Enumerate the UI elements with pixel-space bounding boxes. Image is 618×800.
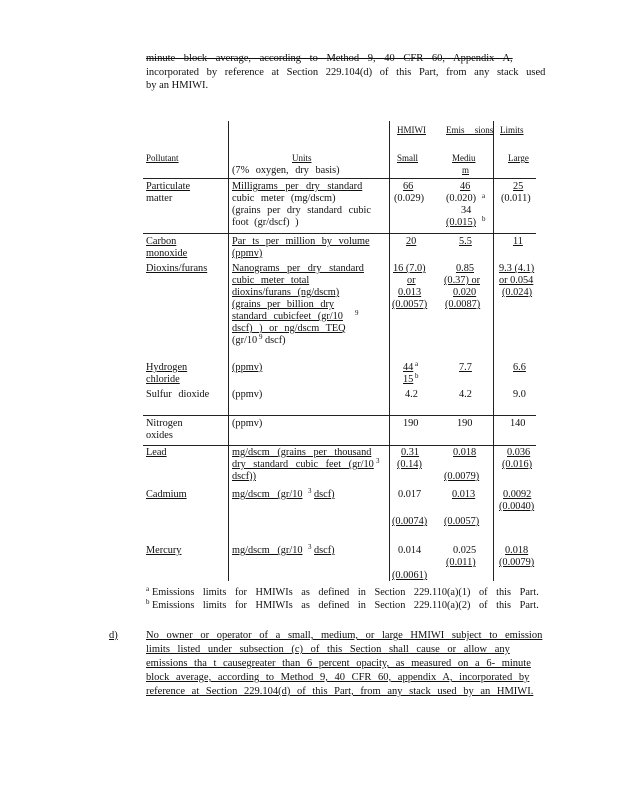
header-units: Units — [292, 153, 312, 163]
dioxins-large-3: (0.024) — [502, 287, 533, 298]
pm-small-2: (0.029) — [394, 193, 425, 204]
hcl-small-1: 44 — [403, 362, 414, 373]
mercury-units-2: dscf) — [314, 545, 335, 556]
hcl-pollutant-2: chloride — [146, 374, 180, 385]
nox-pollutant-2: oxides — [146, 430, 173, 441]
table-rule-2 — [143, 415, 536, 416]
cadmium-large-2: (0.0040) — [499, 501, 535, 512]
co-medium: 5.5 — [459, 236, 472, 247]
header-medium-1: Mediu — [452, 153, 476, 163]
cadmium-units-1: mg/dscm (gr/10 — [232, 489, 303, 500]
intro-line-3: by an HMIWI. — [146, 80, 209, 91]
dioxins-small-2: or — [407, 275, 416, 286]
nox-large: 140 — [510, 418, 526, 429]
intro-line-2: incorporated by reference at Section 229.104(d) of this Part, from any stack used — [146, 67, 546, 78]
cadmium-units-2: dscf) — [314, 489, 335, 500]
lead-large-2: (0.016) — [502, 459, 533, 470]
footnote-b-mark: b — [146, 598, 150, 606]
dioxins-medium-3: 0.020 — [453, 287, 477, 298]
dioxins-large-2: or 0.054 — [499, 275, 534, 286]
cadmium-small-1: 0.017 — [398, 489, 422, 500]
section-d-line-4: block average, according to Method 9, 40 CFR 60, appendix A, incorporated by — [146, 672, 530, 683]
nox-pollutant-1: Nitrogen — [146, 418, 183, 429]
mercury-medium-1: 0.025 — [453, 545, 477, 556]
footnote-b-text: Emissions limits for HMIWIs as defined in Section 229.110(a)(2) of this Part. — [152, 600, 539, 611]
pm-large-1: 25 — [513, 181, 524, 192]
pm-medium-3: 34 — [461, 205, 472, 216]
dioxins-units-2: cubic meter total — [232, 275, 310, 286]
pm-units-1: Milligrams per dry standard — [232, 181, 363, 192]
hcl-small-2: 15 — [403, 374, 414, 385]
lead-medium-2: (0.0079) — [444, 471, 480, 482]
mercury-large-1: 0.018 — [505, 545, 529, 556]
hcl-small-note-b: b — [415, 372, 419, 380]
header-units-sub: (7% oxygen, dry basis) — [232, 165, 340, 176]
table-border-mid1 — [389, 121, 390, 581]
section-d-label: d) — [109, 630, 118, 641]
mercury-large-2: (0.0079) — [499, 557, 535, 568]
lead-units-1: mg/dscm (grains per thousand — [232, 447, 372, 458]
lead-large-1: 0.036 — [507, 447, 531, 458]
table-header-rule — [143, 178, 536, 179]
so2-units: (ppmv) — [232, 389, 263, 400]
dioxins-units-3: dioxins/furans (ng/dscm) — [232, 287, 340, 298]
pm-units-2: cubic meter (mg/dscm) — [232, 193, 336, 204]
pm-medium-2: (0.020) — [446, 193, 477, 204]
so2-pollutant: Sulfur dioxide — [146, 389, 210, 400]
section-d-line-3: emissions tha t causegreater than 6 percent opacity, as measured on a 6- minute — [146, 658, 531, 669]
dioxins-units-6: dscf) ) or ng/dscm TEQ — [232, 323, 346, 334]
dioxins-medium-4: (0.0087) — [445, 299, 481, 310]
dioxins-medium-1: 0.85 — [456, 263, 475, 274]
so2-medium: 4.2 — [459, 389, 472, 400]
pm-medium-1: 46 — [460, 181, 471, 192]
header-pollutant: Pollutant — [146, 153, 179, 163]
nox-small: 190 — [403, 418, 419, 429]
co-large: 11 — [513, 236, 523, 247]
pm-units-4: foot (gr/dscf) ) — [232, 217, 299, 228]
pm-large-2: (0.011) — [501, 193, 531, 204]
cadmium-small-2: (0.0074) — [392, 516, 428, 527]
mercury-small-1: 0.014 — [398, 545, 422, 556]
dioxins-medium-2: (0.37) or — [444, 275, 481, 286]
dioxins-small-1: 16 (7.0) — [393, 263, 426, 274]
dioxins-large-1: 9.3 (4.1) — [499, 263, 535, 274]
lead-small-2: (0.14) — [397, 459, 422, 470]
header-emissions: Emis sions — [446, 125, 494, 135]
pm-medium-4: (0.015) — [446, 217, 477, 228]
so2-small: 4.2 — [405, 389, 418, 400]
pm-medium-note-a: a — [482, 192, 486, 200]
cadmium-large-1: 0.0092 — [503, 489, 532, 500]
dioxins-units-exp-2: 9 — [259, 333, 263, 341]
dioxins-pollutant: Dioxins/furans — [146, 263, 208, 274]
dioxins-small-4: (0.0057) — [392, 299, 428, 310]
hcl-large: 6.6 — [513, 362, 526, 373]
cadmium-pollutant: Cadmium — [146, 489, 187, 500]
header-small: Small — [397, 153, 419, 163]
section-d-line-5: reference at Section 229.104(d) of this Part, from any stack used by an HMIWI. — [146, 686, 534, 697]
dioxins-units-8: dscf) — [265, 335, 286, 346]
cadmium-medium-2: (0.0057) — [444, 516, 480, 527]
header-large: Large — [508, 153, 529, 163]
mercury-medium-2: (0.011) — [446, 557, 476, 568]
hcl-units: (ppmv) — [232, 362, 263, 373]
cadmium-units-exp: 3 — [308, 487, 312, 495]
hcl-pollutant-1: Hydrogen — [146, 362, 188, 373]
lead-units-3: dscf)) — [232, 471, 257, 482]
hcl-medium: 7.7 — [459, 362, 472, 373]
pm-small-1: 66 — [403, 181, 414, 192]
hcl-small-note-a: a — [415, 360, 419, 368]
footnote-a-mark: a — [146, 585, 150, 593]
co-pollutant-2: monoxide — [146, 248, 188, 259]
pm-units-3: (grains per dry standard cubic — [232, 205, 371, 216]
table-rule-1 — [143, 233, 536, 234]
lead-medium-1: 0.018 — [453, 447, 477, 458]
co-units-1: Par ts per million by volume — [232, 236, 370, 247]
lead-pollutant: Lead — [146, 447, 167, 458]
dioxins-small-3: 0.013 — [398, 287, 422, 298]
cadmium-medium-1: 0.013 — [452, 489, 476, 500]
pm-pollutant-1: Particulate — [146, 181, 191, 192]
nox-units: (ppmv) — [232, 418, 263, 429]
mercury-units-1: mg/dscm (gr/10 — [232, 545, 303, 556]
header-hmiwi: HMIWI — [397, 125, 426, 135]
pm-pollutant-2: matter — [146, 193, 173, 204]
header-limits: Limits — [500, 125, 524, 135]
lead-units-exp: 3 — [376, 457, 380, 465]
pm-medium-note-b: b — [482, 215, 486, 223]
table-rule-3 — [143, 445, 536, 446]
co-small: 20 — [406, 236, 417, 247]
so2-large: 9.0 — [513, 389, 526, 400]
nox-medium: 190 — [457, 418, 473, 429]
lead-units-2: dry standard cubic feet (gr/10 — [232, 459, 374, 470]
dioxins-units-exp-1: 9 — [355, 309, 359, 317]
table-border-mid2 — [493, 121, 494, 581]
mercury-small-2: (0.0061) — [392, 570, 428, 581]
footnote-a-text: Emissions limits for HMIWIs as defined in Section 229.110(a)(1) of this Part. — [152, 587, 539, 598]
co-units-2: (ppmv) — [232, 248, 263, 259]
lead-small-1: 0.31 — [401, 447, 420, 458]
intro-line-1: minute block average, according to Method 9, 40 CFR 60, Appendix A, — [146, 53, 513, 64]
table-border-left — [228, 121, 229, 581]
dioxins-units-5: standard cubicfeet (gr/10 — [232, 311, 343, 322]
mercury-units-exp: 3 — [308, 543, 312, 551]
mercury-pollutant: Mercury — [146, 545, 182, 556]
dioxins-units-4: (grains per billion dry — [232, 299, 335, 310]
section-d-line-2: limits listed under subsection (c) of this Section shall cause or allow any — [146, 644, 510, 655]
header-medium-2: m — [462, 165, 470, 175]
section-d-line-1: No owner or operator of a small, medium, or large HMIWI subject to emission — [146, 630, 543, 641]
dioxins-units-7: (gr/10 — [232, 335, 258, 346]
dioxins-units-1: Nanograms per dry standard — [232, 263, 364, 274]
co-pollutant-1: Carbon — [146, 236, 177, 247]
